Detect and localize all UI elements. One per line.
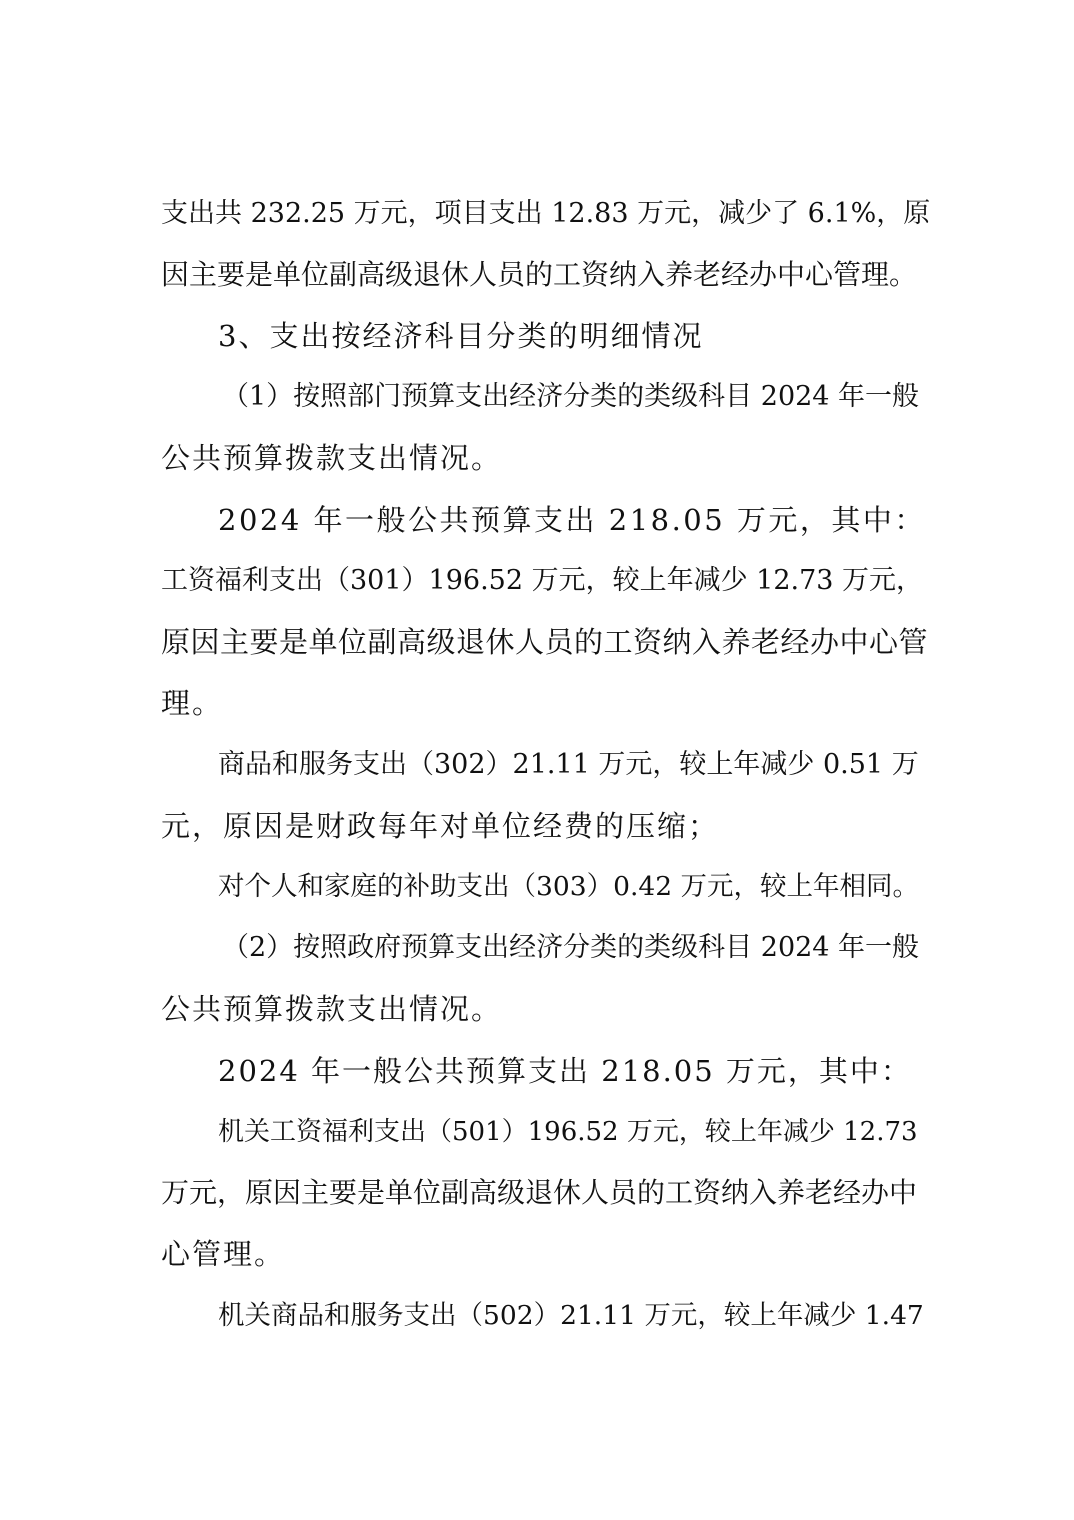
text-line: 原因主要是单位副高级退休人员的工资纳入养老经办中心管: [161, 625, 929, 659]
text-line: 公共预算拨款支出情况。: [161, 992, 503, 1026]
subsection-heading: （1）按照部门预算支出经济分类的类级科目 2024 年一般: [222, 381, 920, 412]
subsection-heading: （2）按照政府预算支出经济分类的类级科目 2024 年一般: [222, 932, 920, 963]
text-line: 机关工资福利支出（501）196.52 万元，较上年减少 12.73: [218, 1117, 918, 1147]
text-line: 万元，原因主要是单位副高级退休人员的工资纳入养老经办中: [161, 1176, 918, 1209]
text-line: 心管理。: [161, 1237, 286, 1271]
text-line: 支出共 232.25 万元，项目支出 12.83 万元，减少了 6.1%，原: [161, 198, 931, 229]
text-line: 2024 年一般公共预算支出 218.05 万元，其中：: [218, 503, 926, 537]
text-line: 2024 年一般公共预算支出 218.05 万元，其中：: [218, 1054, 912, 1088]
text-line: 公共预算拨款支出情况。: [161, 441, 503, 475]
text-line: 商品和服务支出（302）21.11 万元，较上年减少 0.51 万: [218, 749, 919, 780]
text-line: 对个人和家庭的补助支出（303）0.42 万元，较上年相同。: [218, 871, 920, 902]
text-line: 因主要是单位副高级退休人员的工资纳入养老经办中心管理。: [161, 258, 918, 291]
text-line: 元，原因是财政每年对单位经费的压缩；: [161, 809, 720, 843]
text-line: 工资福利支出（301）196.52 万元，较上年减少 12.73 万元，: [161, 565, 924, 596]
text-line: 机关商品和服务支出（502）21.11 万元，较上年减少 1.47: [218, 1300, 924, 1331]
text-line: 理。: [161, 686, 224, 720]
section-heading: 3、支出按经济科目分类的明细情况: [218, 319, 704, 353]
